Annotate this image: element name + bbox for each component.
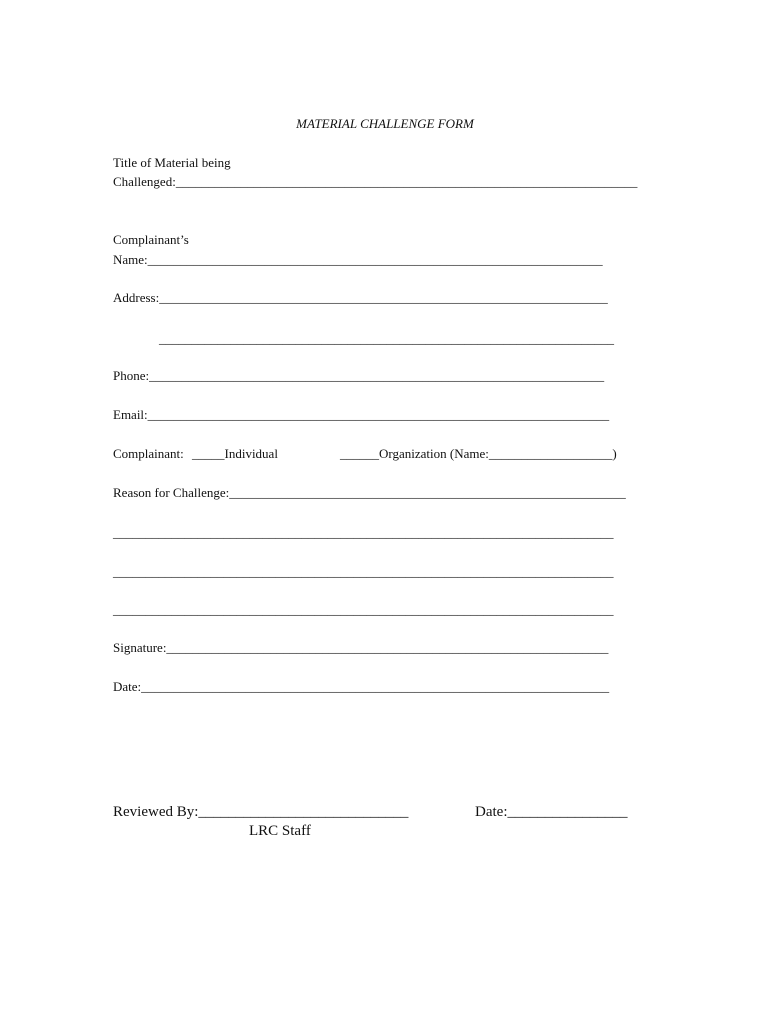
phone-field[interactable]: Phone:______________________________________________________________________ — [113, 368, 605, 383]
challenged-field[interactable]: Challenged:_______________________________________________________________________ — [113, 174, 638, 189]
reason-field-line4[interactable]: _____________________________________________________________________________ — [113, 602, 614, 617]
signature-field[interactable]: Signature:____________________________________________________________________ — [113, 640, 609, 655]
address-field[interactable]: Address:_____________________________________________________________________ — [113, 290, 608, 305]
email-field[interactable]: Email:_______________________________________________________________________ — [113, 407, 610, 422]
reviewed-by-field[interactable]: Reviewed By:____________________________ — [113, 804, 409, 820]
reason-field-line2[interactable]: _____________________________________________________________________________ — [113, 525, 614, 540]
review-date-field[interactable]: Date:________________ — [475, 804, 628, 820]
date-field[interactable]: Date:________________________________________________________________________ — [113, 679, 610, 694]
complainant-type-label: Complainant: — [113, 446, 184, 461]
individual-option[interactable]: _____Individual — [192, 446, 278, 461]
title-of-material-label: Title of Material being — [113, 155, 231, 170]
name-field[interactable]: Name:______________________________________________________________________ — [113, 252, 603, 267]
reason-field[interactable]: Reason for Challenge:_____________________________________________________________ — [113, 485, 626, 500]
organization-option[interactable]: ______Organization (Name:___________________) — [340, 446, 617, 461]
complainant-name-label: Complainant’s — [113, 232, 189, 247]
form-title: MATERIAL CHALLENGE FORM — [296, 116, 474, 131]
lrc-staff-label: LRC Staff — [249, 823, 311, 839]
address-field-line2[interactable]: ______________________________________________________________________ — [159, 331, 614, 346]
reason-field-line3[interactable]: _____________________________________________________________________________ — [113, 564, 614, 579]
